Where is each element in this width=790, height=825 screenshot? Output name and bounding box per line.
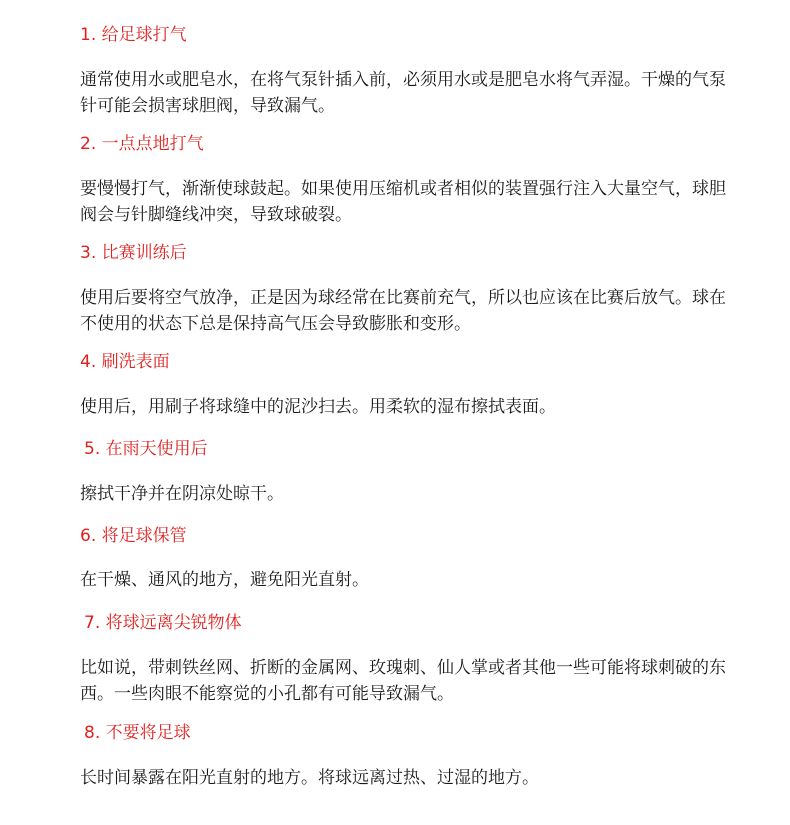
section-6-text: 在干燥、通风的地方，避免阳光直射。 <box>80 570 369 590</box>
section-2-heading: 2. 一点点地打气 <box>80 134 204 154</box>
section-5-heading: 5. 在雨天使用后 <box>84 439 208 459</box>
section-3-text: 使用后要将空气放净，正是因为球经常在比赛前充气，所以也应该在比赛后放气。球在不使用的状态下总是保持高气压会导致膨胀和变形。 <box>80 288 726 334</box>
section-6-heading: 6. 将足球保管 <box>80 526 187 546</box>
section-1-heading: 1. 给足球打气 <box>80 25 187 45</box>
section-8-heading: 8. 不要将足球 <box>84 723 191 743</box>
section-5-text: 擦拭干净并在阴凉处晾干。 <box>80 484 284 504</box>
section-2-text: 要慢慢打气，渐渐使球鼓起。如果使用压缩机或者相似的装置强行注入大量空气，球胆阀会与针脚缝线冲突，导致球破裂。 <box>80 179 726 225</box>
section-1-text: 通常使用水或肥皂水，在将气泵针插入前，必须用水或是肥皂水将气弄湿。干燥的气泵针可能会损害球胆阀，导致漏气。 <box>80 70 726 116</box>
section-4-heading: 4. 刷洗表面 <box>80 352 170 372</box>
section-3-heading: 3. 比赛训练后 <box>80 243 187 263</box>
section-8-text: 长时间暴露在阳光直射的地方。将球远离过热、过湿的地方。 <box>80 768 539 788</box>
section-7-text: 比如说，带刺铁丝网、折断的金属网、玫瑰刺、仙人掌或者其他一些可能将球刺破的东西。一些肉眼不能察觉的小孔都有可能导致漏气。 <box>80 658 726 704</box>
section-7-heading: 7. 将球远离尖锐物体 <box>84 613 242 633</box>
section-4-text: 使用后，用刷子将球缝中的泥沙扫去。用柔软的湿布擦拭表面。 <box>80 397 556 417</box>
